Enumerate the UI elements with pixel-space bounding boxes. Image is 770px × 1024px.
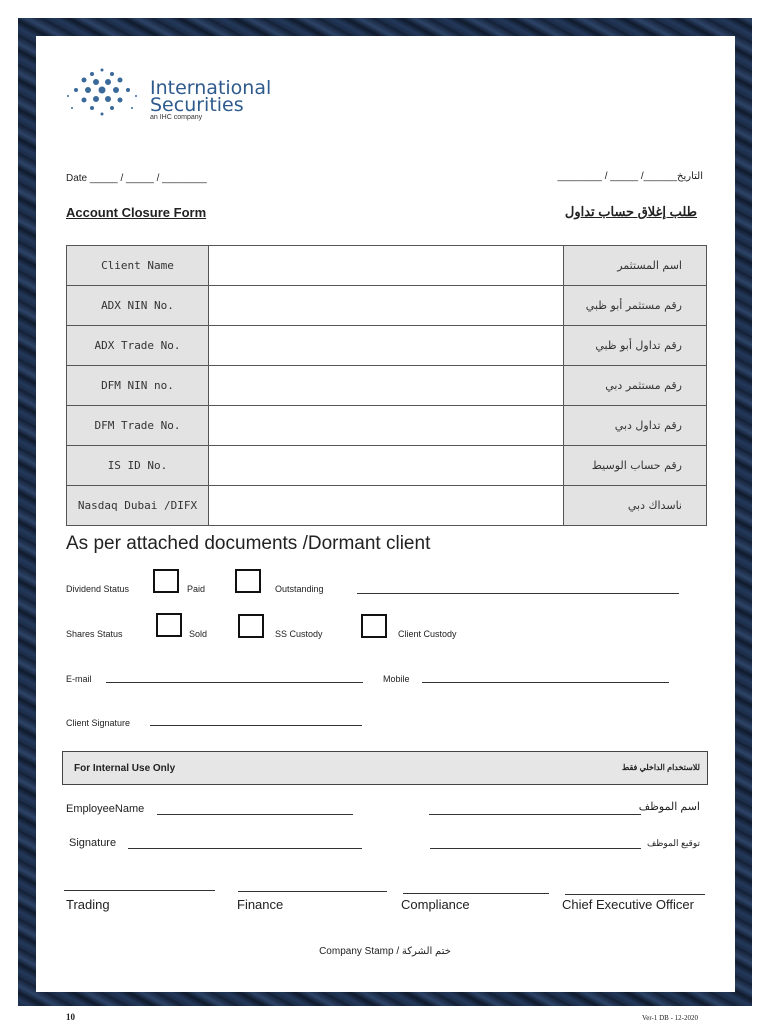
shares-sold-checkbox[interactable] bbox=[156, 613, 182, 637]
row-label-en: DFM Trade No. bbox=[67, 406, 209, 446]
employee-signature-label-ar: توقيع الموظف bbox=[646, 838, 700, 848]
table-row bbox=[67, 326, 707, 366]
internal-use-label-ar: للاستخدام الداخلي فقط bbox=[621, 763, 700, 772]
row-label-ar: رقم تداول أبو ظبي bbox=[564, 326, 707, 366]
brand-tagline: an IHC company bbox=[150, 114, 203, 121]
is-id-input[interactable] bbox=[209, 446, 564, 486]
row-label-ar: اسم المستثمر bbox=[564, 246, 707, 286]
employee-name-field[interactable] bbox=[157, 814, 353, 815]
table-row bbox=[67, 486, 707, 526]
row-label-en: IS ID No. bbox=[67, 446, 209, 486]
row-label-en: ADX NIN No. bbox=[67, 286, 209, 326]
row-label-en: Client Name bbox=[67, 246, 209, 286]
shares-client-custody-checkbox[interactable] bbox=[361, 614, 387, 638]
date-field-en[interactable]: Date _____ / _____ / ________ bbox=[66, 173, 207, 184]
email-field[interactable] bbox=[106, 682, 363, 683]
row-label-ar: رقم مستثمر أبو ظبي bbox=[564, 286, 707, 326]
internal-use-label-en: For Internal Use Only bbox=[74, 763, 176, 774]
employee-name-label-ar: اسم الموظف bbox=[638, 801, 700, 813]
mobile-field[interactable] bbox=[422, 682, 669, 683]
version-label: Ver-1 DB - 12-2020 bbox=[641, 1014, 698, 1022]
dfm-nin-input[interactable] bbox=[209, 366, 564, 406]
employee-name-ar-field[interactable] bbox=[429, 814, 641, 815]
adx-nin-input[interactable] bbox=[209, 286, 564, 326]
mobile-label: Mobile bbox=[383, 674, 410, 684]
shares-ss-custody-label: SS Custody bbox=[275, 629, 323, 639]
dividend-paid-label: Paid bbox=[187, 584, 206, 594]
table-row bbox=[67, 246, 707, 286]
table-row bbox=[67, 406, 707, 446]
signoff-trading: Trading bbox=[66, 897, 110, 912]
table-row bbox=[67, 286, 707, 326]
form-title-en: Account Closure Form bbox=[66, 205, 207, 220]
dividend-outstanding-checkbox[interactable] bbox=[235, 569, 261, 593]
shares-sold-label: Sold bbox=[189, 629, 208, 639]
compliance-signature-line[interactable] bbox=[403, 893, 549, 894]
dividend-outstanding-label: Outstanding bbox=[275, 584, 324, 594]
shares-status-label: Shares Status bbox=[66, 629, 123, 639]
employee-signature-label: Signature bbox=[69, 837, 117, 849]
row-label-ar: رقم مستثمر دبي bbox=[564, 366, 707, 406]
client-name-input[interactable] bbox=[209, 246, 564, 286]
company-stamp-label: Company Stamp / ختم الشركة bbox=[319, 946, 451, 957]
trading-signature-line[interactable] bbox=[64, 890, 215, 891]
page-number: 10 bbox=[66, 1012, 75, 1022]
row-label-ar: ناسداك دبي bbox=[564, 486, 707, 526]
client-signature-label: Client Signature bbox=[66, 718, 131, 728]
employee-signature-field[interactable] bbox=[128, 848, 362, 849]
client-info-table bbox=[66, 245, 707, 526]
dividend-status-label: Dividend Status bbox=[66, 584, 130, 594]
ceo-signature-line[interactable] bbox=[565, 894, 705, 895]
section-heading: As per attached documents /Dormant client bbox=[66, 533, 431, 554]
dividend-paid-checkbox[interactable] bbox=[153, 569, 179, 593]
signoff-compliance: Compliance bbox=[401, 897, 470, 912]
employee-name-label: EmployeeName bbox=[66, 803, 145, 815]
finance-signature-line[interactable] bbox=[238, 891, 387, 892]
email-label: E-mail bbox=[66, 674, 92, 684]
shares-ss-custody-checkbox[interactable] bbox=[238, 614, 264, 638]
nasdaq-dubai-input[interactable] bbox=[209, 486, 564, 526]
client-signature-field[interactable] bbox=[150, 725, 362, 726]
row-label-ar: رقم تداول دبي bbox=[564, 406, 707, 446]
adx-trade-input[interactable] bbox=[209, 326, 564, 366]
dividend-notes-line[interactable] bbox=[357, 593, 679, 594]
table-row bbox=[67, 446, 707, 486]
date-field-ar[interactable]: ________ / _____ /______التاريخ bbox=[557, 171, 703, 182]
row-label-en: Nasdaq Dubai /DIFX bbox=[67, 486, 209, 526]
brand-name-line1: International bbox=[150, 77, 272, 99]
form-title-ar: طلب إغلاق حساب تداول bbox=[564, 204, 697, 219]
row-label-ar: رقم حساب الوسيط bbox=[564, 446, 707, 486]
signoff-ceo: Chief Executive Officer bbox=[562, 897, 694, 912]
row-label-en: ADX Trade No. bbox=[67, 326, 209, 366]
signoff-finance: Finance bbox=[237, 897, 284, 912]
logo-dots-icon bbox=[62, 62, 142, 122]
shares-client-custody-label: Client Custody bbox=[398, 629, 457, 639]
row-label-en: DFM NIN no. bbox=[67, 366, 209, 406]
table-row bbox=[67, 366, 707, 406]
brand-name-line2: Securities bbox=[150, 94, 244, 116]
dfm-trade-input[interactable] bbox=[209, 406, 564, 446]
